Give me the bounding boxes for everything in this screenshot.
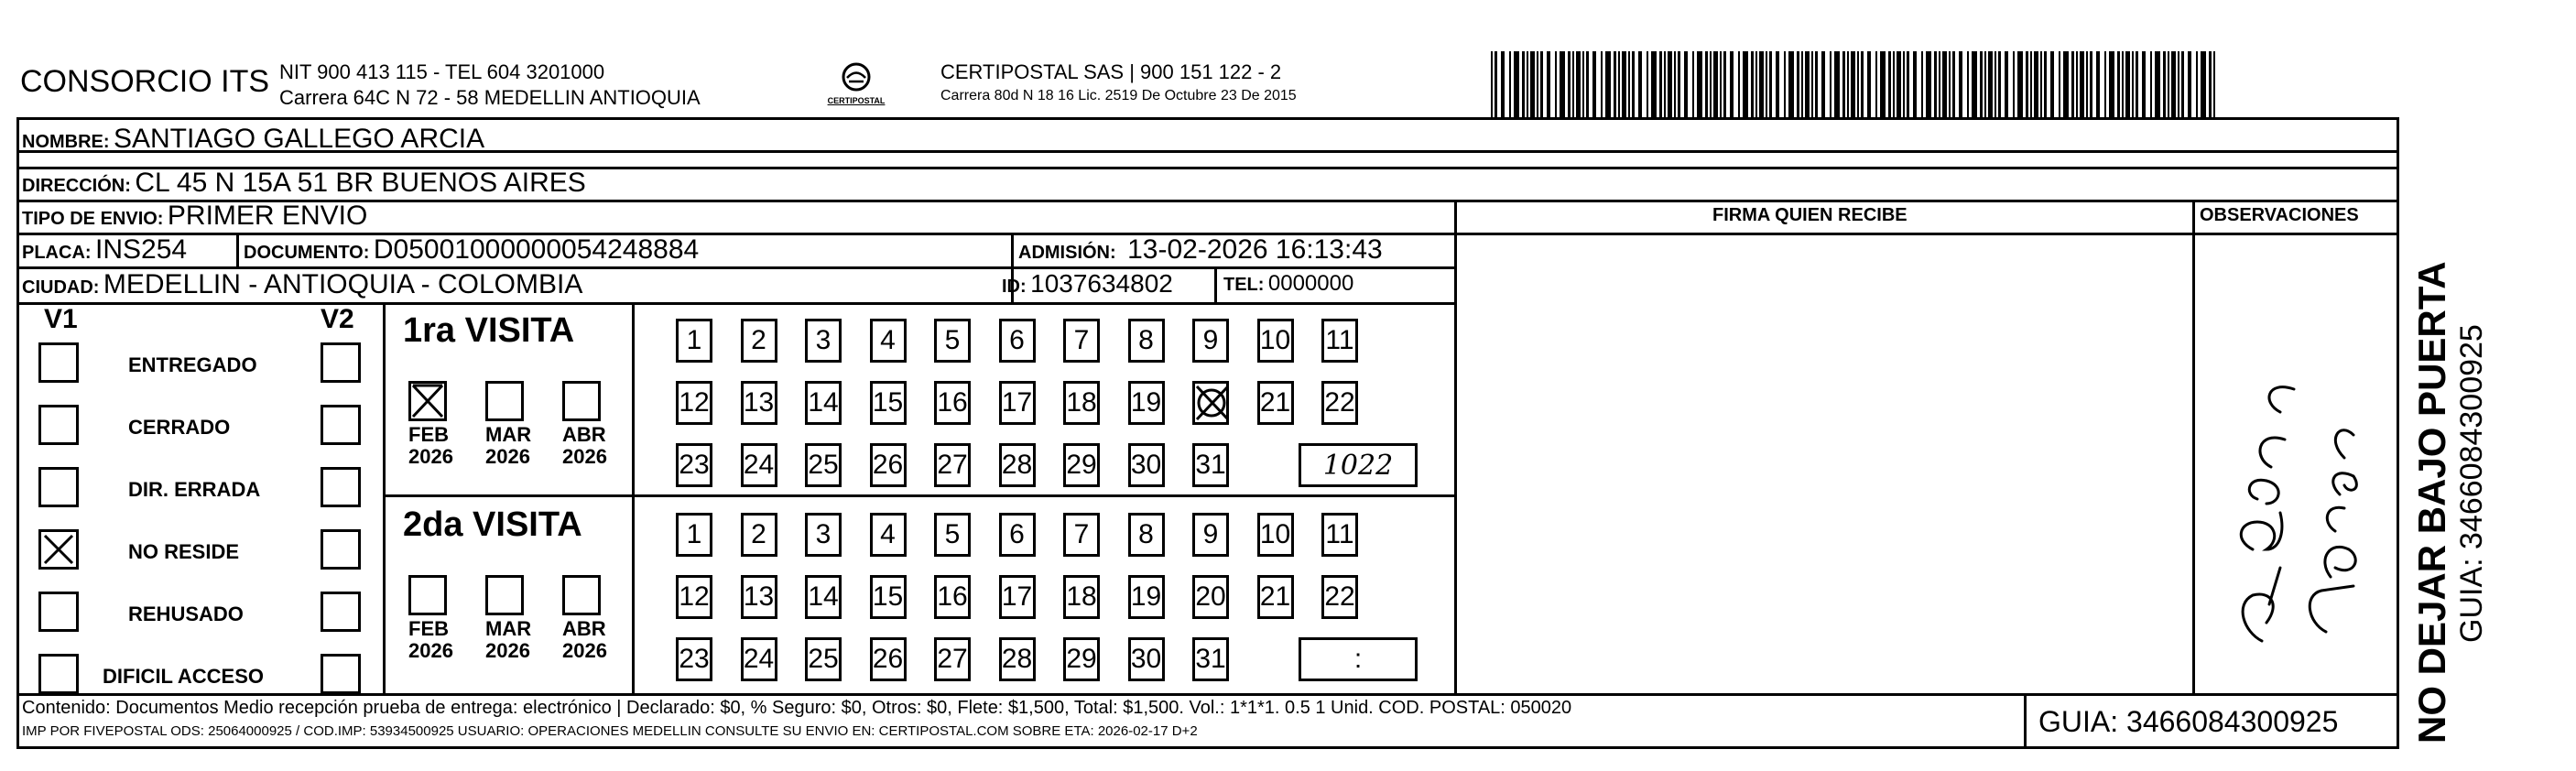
- footer-guia: GUIA: 3466084300925: [2038, 705, 2339, 738]
- day-cell[interactable]: 22: [1321, 381, 1358, 425]
- barcode-bar: [2090, 51, 2092, 117]
- barcode-bar: [1738, 51, 1740, 117]
- day-cell[interactable]: 16: [934, 575, 971, 619]
- day-cell[interactable]: 9: [1192, 513, 1229, 557]
- day-cell[interactable]: 14: [805, 575, 842, 619]
- visit-title: 1ra VISITA: [403, 311, 575, 350]
- barcode-bar: [1811, 51, 1813, 117]
- barcode-bar: [1875, 51, 1877, 117]
- day-cell[interactable]: 26: [870, 443, 907, 487]
- barcode-bar: [1867, 51, 1871, 117]
- month-label: MAR: [485, 617, 532, 640]
- day-cell[interactable]: 31: [1192, 637, 1229, 681]
- reason-label: ENTREGADO: [128, 353, 257, 376]
- month-label: ABR: [562, 617, 606, 640]
- direccion-field: [22, 168, 586, 199]
- company-address: Carrera 64C N 72 - 58 MEDELLIN ANTIOQUIA: [279, 86, 701, 109]
- barcode-bar: [2209, 51, 2212, 117]
- barcode: [1491, 51, 2223, 117]
- logo-icon: [836, 62, 876, 92]
- barcode-bar: [1805, 51, 1810, 117]
- day-cell[interactable]: 30: [1128, 443, 1165, 487]
- day-cell[interactable]: [1192, 381, 1229, 425]
- handwritten-signature: [2216, 330, 2372, 659]
- barcode-bar: [1847, 51, 1849, 117]
- day-cell[interactable]: 20: [1192, 575, 1229, 619]
- v1-checkbox[interactable]: [38, 592, 79, 632]
- month-label: FEB: [408, 423, 449, 446]
- barcode-bar: [1934, 51, 1937, 117]
- barcode-bar: [1720, 51, 1722, 117]
- barcode-bar: [2034, 51, 2038, 117]
- barcode-bar: [1743, 51, 1748, 117]
- reason-label: DIR. ERRADA: [128, 478, 261, 501]
- barcode-bar: [1568, 51, 1571, 117]
- reason-label: DIFICIL ACCESO: [103, 665, 265, 688]
- year-label: 2026: [485, 445, 530, 468]
- day-cell[interactable]: 7: [1063, 319, 1100, 363]
- barcode-bar: [1560, 51, 1565, 117]
- barcode-bar: [1815, 51, 1818, 117]
- barcode-bar: [1705, 51, 1708, 117]
- id-field: [1002, 269, 1173, 299]
- barcode-bar: [1572, 51, 1574, 117]
- v2-checkbox[interactable]: [321, 467, 361, 507]
- check-mark-icon: [41, 532, 76, 567]
- documento-value: D05001000000054248884: [373, 234, 700, 265]
- day-cell[interactable]: 18: [1063, 381, 1100, 425]
- barcode-bar: [1586, 51, 1589, 117]
- day-cell[interactable]: 24: [741, 443, 777, 487]
- barcode-bar: [1730, 51, 1734, 117]
- barcode-bar: [1697, 51, 1702, 117]
- barcode-bar: [2188, 51, 2191, 117]
- barcode-bar: [1632, 51, 1635, 117]
- day-cell[interactable]: 14: [805, 381, 842, 425]
- barcode-bar: [1967, 51, 1969, 117]
- barcode-bar: [1759, 51, 1764, 117]
- barcode-bar: [2122, 51, 2124, 117]
- barcode-bar: [2213, 51, 2215, 117]
- barcode-bar: [2178, 51, 2179, 117]
- v2-checkbox[interactable]: [321, 342, 361, 383]
- month-label: MAR: [485, 423, 532, 446]
- month-label: FEB: [408, 617, 449, 640]
- barcode-bar: [2026, 51, 2028, 117]
- barcode-bar: [2109, 51, 2114, 117]
- barcode-bar: [2117, 51, 2120, 117]
- barcode-bar: [1622, 51, 1626, 117]
- direccion-value: CL 45 N 15A 51 BR BUENOS AIRES: [135, 168, 586, 198]
- barcode-bar: [2017, 51, 2023, 117]
- barcode-bar: [1880, 51, 1886, 117]
- day-cell[interactable]: 29: [1063, 637, 1100, 681]
- year-label: 2026: [408, 445, 453, 468]
- day-cell[interactable]: 27: [934, 637, 971, 681]
- day-cell[interactable]: 6: [999, 513, 1036, 557]
- barcode-bar: [1949, 51, 1951, 117]
- barcode-bar: [2096, 51, 2100, 117]
- day-cell[interactable]: 15: [870, 381, 907, 425]
- logo-text: CERTIPOSTAL: [827, 96, 886, 105]
- barcode-bar: [2196, 51, 2198, 117]
- barcode-bar: [1952, 51, 1955, 117]
- day-cell[interactable]: 1: [676, 513, 712, 557]
- tel-field: [1223, 271, 1353, 297]
- day-cell[interactable]: 24: [741, 637, 777, 681]
- day-cell[interactable]: 17: [999, 575, 1036, 619]
- day-cell[interactable]: 4: [870, 513, 907, 557]
- barcode-bar: [1897, 51, 1901, 117]
- barcode-bar: [2071, 51, 2074, 117]
- barcode-bar: [1972, 51, 1977, 117]
- barcode-bar: [1522, 51, 1525, 117]
- barcode-bar: [1942, 51, 1947, 117]
- barcode-bar: [1755, 51, 1757, 117]
- barcode-bar: [2013, 51, 2015, 117]
- day-cell[interactable]: 16: [934, 381, 971, 425]
- day-cell[interactable]: 27: [934, 443, 971, 487]
- day-cell[interactable]: 11: [1321, 319, 1358, 363]
- barcode-bar: [2171, 51, 2176, 117]
- barcode-bar: [1710, 51, 1712, 117]
- barcode-bar: [1821, 51, 1825, 117]
- barcode-bar: [1605, 51, 1611, 117]
- day-cell[interactable]: 29: [1063, 443, 1100, 487]
- barcode-bar: [1501, 51, 1505, 117]
- barcode-bar: [1766, 51, 1767, 117]
- barcode-bar: [1618, 51, 1620, 117]
- time-field[interactable]: :: [1299, 637, 1418, 681]
- barcode-bar: [1674, 51, 1676, 117]
- id-label: ID:: [1002, 277, 1027, 297]
- barcode-bar: [1769, 51, 1772, 117]
- barcode-bar: [1984, 51, 1986, 117]
- year-label: 2026: [562, 445, 607, 468]
- day-cell[interactable]: 2: [741, 513, 777, 557]
- reason-label: REHUSADO: [128, 603, 244, 625]
- barcode-bar: [2201, 51, 2206, 117]
- barcode-bar: [1784, 51, 1786, 117]
- day-cell[interactable]: 1: [676, 319, 712, 363]
- visit-title: 2da VISITA: [403, 505, 582, 544]
- barcode-bar: [1614, 51, 1616, 117]
- id-value: 1037634802: [1030, 269, 1173, 298]
- day-cell[interactable]: 17: [999, 381, 1036, 425]
- day-cell[interactable]: 15: [870, 575, 907, 619]
- barcode-bar: [1540, 51, 1543, 117]
- footer-content: Contenido: Documentos Medio recepción prueba de entrega: electrónico | Declarado: $0, % Seguro: $0, Otros: $0, Flete: $1,500, Total: $1,500. Vol.: 1*1*1. 0.5 1 Unid. COD. POSTAL: 050020: [22, 698, 1572, 718]
- day-cell[interactable]: 22: [1321, 575, 1358, 619]
- placa-label: PLACA:: [22, 243, 92, 263]
- day-cell[interactable]: 26: [870, 637, 907, 681]
- nombre-field: [22, 124, 484, 155]
- barcode-bar: [2155, 51, 2160, 117]
- footer-imp: IMP POR FIVEPOSTAL ODS: 25064000925 / COD.IMP: 53934500925 USUARIO: OPERACIONES MEDELLIN CONSULTE SU ENVIO EN: CERTIPOSTAL.COM SOBRE ETA: 2026-02-17 D+2: [22, 723, 1198, 739]
- barcode-bar: [1651, 51, 1657, 117]
- barcode-bar: [1888, 51, 1891, 117]
- day-cell[interactable]: 5: [934, 319, 971, 363]
- v1-checkbox[interactable]: [38, 654, 79, 694]
- barcode-bar: [1530, 51, 1535, 117]
- observaciones-label: OBSERVACIONES: [2200, 205, 2359, 225]
- day-cell[interactable]: 13: [741, 575, 777, 619]
- barcode-bar: [2150, 51, 2152, 117]
- day-cell[interactable]: 31: [1192, 443, 1229, 487]
- day-cell[interactable]: 8: [1128, 513, 1165, 557]
- barcode-bar: [1592, 51, 1596, 117]
- barcode-bar: [1647, 51, 1648, 117]
- barcode-bar: [2044, 51, 2047, 117]
- day-cell[interactable]: 7: [1063, 513, 1100, 557]
- side-text: [2410, 261, 2489, 744]
- day-cell[interactable]: 2: [741, 319, 777, 363]
- tipo-label: TIPO DE ENVIO:: [22, 209, 164, 229]
- side-guia-text: GUIA: 3466084300925: [2454, 324, 2489, 643]
- barcode-bar: [1723, 51, 1726, 117]
- barcode-bar: [1692, 51, 1694, 117]
- barcode-bar: [2136, 51, 2138, 117]
- tel-value: 0000000: [1267, 271, 1354, 296]
- firma-label: FIRMA QUIEN RECIBE: [1712, 205, 1908, 225]
- barcode-bar: [2050, 51, 2054, 117]
- barcode-bar: [2181, 51, 2184, 117]
- barcode-bar: [1509, 51, 1511, 117]
- year-label: 2026: [408, 639, 453, 662]
- no-dejar-text: NO DEJAR BAJO PUERTA: [2410, 261, 2453, 744]
- barcode-bar: [1842, 51, 1845, 117]
- company-nit: NIT 900 413 115 - TEL 604 3201000: [279, 60, 605, 83]
- day-cell[interactable]: 23: [676, 443, 712, 487]
- barcode-bar: [1582, 51, 1584, 117]
- reason-label: NO RESIDE: [128, 540, 240, 563]
- barcode-bar: [2005, 51, 2008, 117]
- barcode-bar: [1713, 51, 1718, 117]
- check-mark-icon: [411, 384, 444, 418]
- day-cell[interactable]: 25: [805, 637, 842, 681]
- barcode-bar: [1994, 51, 1996, 117]
- barcode-bar: [1491, 51, 1493, 117]
- barcode-bar: [2040, 51, 2042, 117]
- month-checkbox[interactable]: [562, 381, 601, 421]
- barcode-bar: [1664, 51, 1666, 117]
- day-cell[interactable]: 10: [1257, 319, 1294, 363]
- barcode-bar: [1939, 51, 1940, 117]
- barcode-bar: [1537, 51, 1538, 117]
- check-mark-icon: [1195, 383, 1226, 423]
- day-cell[interactable]: 19: [1128, 381, 1165, 425]
- barcode-bar: [1555, 51, 1557, 117]
- barcode-bar: [1980, 51, 1983, 117]
- barcode-bar: [1788, 51, 1794, 117]
- time-field[interactable]: 1022: [1299, 443, 1418, 487]
- month-checkbox[interactable]: [408, 381, 447, 421]
- barcode-bar: [1576, 51, 1581, 117]
- documento-label: DOCUMENTO:: [244, 243, 370, 263]
- day-cell[interactable]: 30: [1128, 637, 1165, 681]
- certipostal-info: CERTIPOSTAL SAS | 900 151 122 - 2: [940, 60, 1282, 83]
- day-cell[interactable]: 12: [676, 381, 712, 425]
- barcode-bar: [1913, 51, 1917, 117]
- barcode-bar: [2030, 51, 2032, 117]
- day-cell[interactable]: 6: [999, 319, 1036, 363]
- barcode-bar: [1861, 51, 1864, 117]
- barcode-bar: [1857, 51, 1859, 117]
- admision-field: [1018, 234, 1383, 266]
- barcode-bar: [1638, 51, 1642, 117]
- day-cell[interactable]: 4: [870, 319, 907, 363]
- barcode-bar: [1495, 51, 1497, 117]
- day-cell[interactable]: 23: [676, 637, 712, 681]
- admision-label: ADMISIÓN:: [1018, 243, 1116, 263]
- certipostal-logo: [815, 62, 897, 110]
- barcode-bar: [1893, 51, 1895, 117]
- barcode-bar: [1830, 51, 1831, 117]
- year-label: 2026: [485, 639, 530, 662]
- barcode-bar: [2104, 51, 2106, 117]
- day-cell[interactable]: 18: [1063, 575, 1100, 619]
- barcode-bar: [1959, 51, 1962, 117]
- day-cell[interactable]: 21: [1257, 381, 1294, 425]
- day-cell[interactable]: 3: [805, 319, 842, 363]
- placa-value: INS254: [95, 234, 188, 265]
- barcode-bar: [1851, 51, 1855, 117]
- company-name: CONSORCIO ITS: [20, 64, 270, 99]
- day-cell[interactable]: 19: [1128, 575, 1165, 619]
- month-checkbox[interactable]: [562, 575, 601, 615]
- barcode-bar: [2063, 51, 2069, 117]
- ciudad-field: [22, 269, 582, 300]
- barcode-bar: [1801, 51, 1803, 117]
- barcode-bar: [1834, 51, 1840, 117]
- day-cell[interactable]: 8: [1128, 319, 1165, 363]
- v1-checkbox[interactable]: [38, 467, 79, 507]
- v1-label: V1: [44, 304, 78, 334]
- certipostal-address: Carrera 80d N 18 16 Lic. 2519 De Octubre 23 De 2015: [940, 88, 1297, 103]
- barcode-bar: [1514, 51, 1519, 117]
- barcode-bar: [2086, 51, 2088, 117]
- day-cell[interactable]: 21: [1257, 575, 1294, 619]
- barcode-bar: [1998, 51, 2001, 117]
- barcode-bar: [1601, 51, 1603, 117]
- barcode-bar: [2132, 51, 2134, 117]
- ciudad-label: CIUDAD:: [22, 277, 100, 298]
- day-cell[interactable]: 28: [999, 637, 1036, 681]
- tipo-value: PRIMER ENVIO: [167, 201, 368, 231]
- barcode-bar: [1751, 51, 1754, 117]
- placa-field: [22, 234, 187, 266]
- barcode-bar: [2168, 51, 2169, 117]
- nombre-value: SANTIAGO GALLEGO ARCIA: [114, 124, 485, 154]
- barcode-bar: [1527, 51, 1528, 117]
- barcode-bar: [1547, 51, 1550, 117]
- barcode-bar: [1903, 51, 1905, 117]
- admision-value: 13-02-2026 16:13:43: [1127, 234, 1383, 265]
- ciudad-value: MEDELLIN - ANTIOQUIA - COLOMBIA: [103, 269, 583, 299]
- direccion-label: DIRECCIÓN:: [22, 176, 131, 196]
- day-cell[interactable]: 13: [741, 381, 777, 425]
- barcode-bar: [1628, 51, 1630, 117]
- tipo-field: [22, 201, 367, 232]
- day-cell[interactable]: 12: [676, 575, 712, 619]
- barcode-bar: [1797, 51, 1799, 117]
- tel-label: TEL:: [1223, 275, 1265, 295]
- month-checkbox[interactable]: [408, 575, 447, 615]
- v2-checkbox[interactable]: [321, 529, 361, 570]
- barcode-bar: [2076, 51, 2078, 117]
- day-cell[interactable]: 25: [805, 443, 842, 487]
- day-cell[interactable]: 11: [1321, 513, 1358, 557]
- barcode-bar: [2080, 51, 2084, 117]
- v1-checkbox[interactable]: [38, 405, 79, 445]
- barcode-bar: [1926, 51, 1931, 117]
- day-cell[interactable]: 10: [1257, 513, 1294, 557]
- barcode-bar: [2125, 51, 2130, 117]
- year-label: 2026: [562, 639, 607, 662]
- v1-checkbox[interactable]: [38, 529, 79, 570]
- day-cell[interactable]: 5: [934, 513, 971, 557]
- barcode-bar: [1668, 51, 1672, 117]
- v2-checkbox[interactable]: [321, 654, 361, 694]
- documento-field: [244, 234, 699, 266]
- v1-checkbox[interactable]: [38, 342, 79, 383]
- barcode-bar: [1921, 51, 1923, 117]
- v2-label: V2: [321, 304, 354, 334]
- v2-checkbox[interactable]: [321, 592, 361, 632]
- day-cell[interactable]: 9: [1192, 319, 1229, 363]
- barcode-bar: [1988, 51, 1993, 117]
- month-checkbox[interactable]: [485, 381, 524, 421]
- nombre-label: NOMBRE:: [22, 132, 110, 152]
- barcode-bar: [2059, 51, 2060, 117]
- barcode-bar: [1678, 51, 1680, 117]
- barcode-bar: [2142, 51, 2146, 117]
- day-cell[interactable]: 28: [999, 443, 1036, 487]
- v2-checkbox[interactable]: [321, 405, 361, 445]
- barcode-bar: [1659, 51, 1662, 117]
- month-label: ABR: [562, 423, 606, 446]
- reason-label: CERRADO: [128, 416, 231, 439]
- month-checkbox[interactable]: [485, 575, 524, 615]
- day-cell[interactable]: 3: [805, 513, 842, 557]
- barcode-bar: [1776, 51, 1779, 117]
- barcode-bar: [2163, 51, 2166, 117]
- barcode-bar: [1684, 51, 1688, 117]
- barcode-bar: [1907, 51, 1909, 117]
